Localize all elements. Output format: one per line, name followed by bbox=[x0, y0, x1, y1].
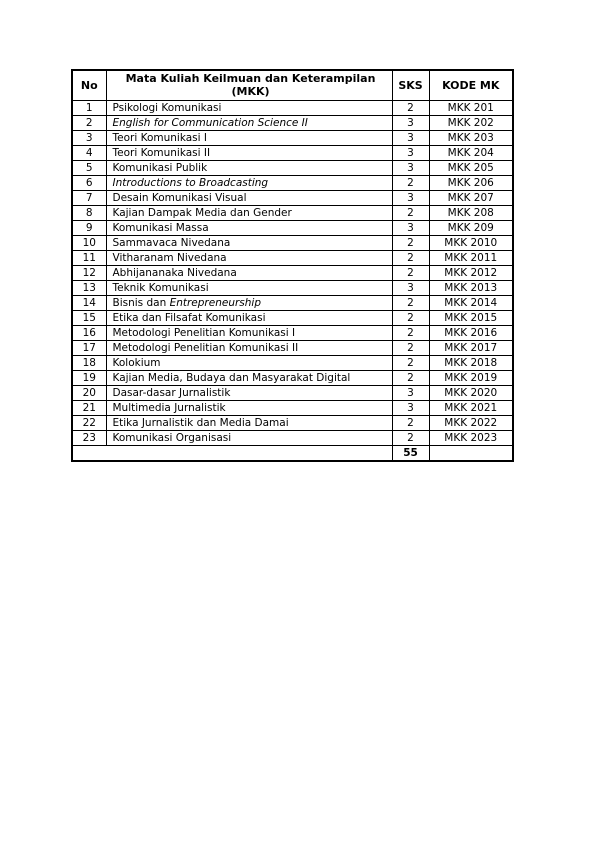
row-number-cell: 8 bbox=[72, 205, 106, 220]
course-code-cell: MKK 2019 bbox=[429, 370, 513, 385]
row-number-cell: 1 bbox=[72, 100, 106, 115]
table-row bbox=[72, 265, 513, 280]
total-sks-value: 55 bbox=[392, 445, 429, 461]
table-body bbox=[72, 100, 513, 445]
sks-cell: 3 bbox=[392, 115, 429, 130]
course-name-cell bbox=[106, 145, 392, 160]
total-row bbox=[72, 445, 513, 461]
course-name-part: Teori Komunikasi I bbox=[112, 131, 207, 144]
sks-cell: 3 bbox=[392, 160, 429, 175]
course-name-cell bbox=[106, 235, 392, 250]
table-row bbox=[72, 220, 513, 235]
course-name-cell bbox=[106, 355, 392, 370]
course-name-cell bbox=[106, 175, 392, 190]
table-row bbox=[72, 430, 513, 445]
row-number-cell: 18 bbox=[72, 355, 106, 370]
header-cell-no: No bbox=[72, 70, 106, 100]
course-name-part: Teori Komunikasi II bbox=[112, 146, 211, 159]
table-row bbox=[72, 385, 513, 400]
total-code-empty-cell bbox=[429, 445, 513, 461]
sks-cell: 2 bbox=[392, 295, 429, 310]
row-number-cell: 10 bbox=[72, 235, 106, 250]
row-number-cell: 3 bbox=[72, 130, 106, 145]
table-row bbox=[72, 250, 513, 265]
table-row bbox=[72, 415, 513, 430]
course-name-cell bbox=[106, 220, 392, 235]
course-name-cell bbox=[106, 385, 392, 400]
course-code-cell: MKK 201 bbox=[429, 100, 513, 115]
course-code-cell: MKK 2015 bbox=[429, 310, 513, 325]
table-row bbox=[72, 355, 513, 370]
sks-cell: 2 bbox=[392, 310, 429, 325]
course-name-cell bbox=[106, 325, 392, 340]
course-code-cell: MKK 206 bbox=[429, 175, 513, 190]
course-name-cell bbox=[106, 295, 392, 310]
sks-cell: 3 bbox=[392, 385, 429, 400]
course-code-cell: MKK 204 bbox=[429, 145, 513, 160]
course-name-cell bbox=[106, 130, 392, 145]
table-row bbox=[72, 130, 513, 145]
header-cell-sks: SKS bbox=[392, 70, 429, 100]
course-name-italic-part: Introductions to Broadcasting bbox=[112, 176, 269, 189]
sks-cell: 3 bbox=[392, 280, 429, 295]
sks-cell: 3 bbox=[392, 190, 429, 205]
table-row bbox=[72, 205, 513, 220]
course-name-cell bbox=[106, 310, 392, 325]
course-code-cell: MKK 203 bbox=[429, 130, 513, 145]
course-name-part: Abhijananaka Nivedana bbox=[112, 266, 237, 279]
course-name-cell bbox=[106, 100, 392, 115]
course-name-part: Metodologi Penelitian Komunikasi II bbox=[112, 341, 299, 354]
course-code-cell: MKK 2018 bbox=[429, 355, 513, 370]
course-code-cell: MKK 2023 bbox=[429, 430, 513, 445]
course-name-cell bbox=[106, 370, 392, 385]
course-name-part: Kajian Dampak Media dan Gender bbox=[112, 206, 292, 219]
sks-cell: 2 bbox=[392, 340, 429, 355]
sks-cell: 3 bbox=[392, 145, 429, 160]
table-row bbox=[72, 370, 513, 385]
course-code-cell: MKK 2010 bbox=[429, 235, 513, 250]
table-row bbox=[72, 100, 513, 115]
sks-cell: 3 bbox=[392, 400, 429, 415]
course-code-cell: MKK 208 bbox=[429, 205, 513, 220]
sks-cell: 2 bbox=[392, 430, 429, 445]
table-footer bbox=[72, 445, 513, 461]
course-name-part: Kajian Media, Budaya dan Masyarakat Digital bbox=[112, 371, 351, 384]
course-name-part: Kolokium bbox=[112, 356, 161, 369]
row-number-cell: 16 bbox=[72, 325, 106, 340]
header-cell-code: KODE MK bbox=[429, 70, 513, 100]
course-name-cell bbox=[106, 415, 392, 430]
sks-cell: 2 bbox=[392, 250, 429, 265]
row-number-cell: 4 bbox=[72, 145, 106, 160]
table-row bbox=[72, 115, 513, 130]
row-number-cell: 15 bbox=[72, 310, 106, 325]
sks-cell: 2 bbox=[392, 370, 429, 385]
course-name-part: Multimedia Jurnalistik bbox=[112, 401, 226, 414]
sks-cell: 2 bbox=[392, 265, 429, 280]
course-code-cell: MKK 2017 bbox=[429, 340, 513, 355]
sks-cell: 3 bbox=[392, 130, 429, 145]
course-name-cell bbox=[106, 400, 392, 415]
row-number-cell: 17 bbox=[72, 340, 106, 355]
course-name-part: Desain Komunikasi Visual bbox=[112, 191, 247, 204]
row-number-cell: 6 bbox=[72, 175, 106, 190]
course-name-part: Psikologi Komunikasi bbox=[112, 101, 222, 114]
course-name-cell bbox=[106, 340, 392, 355]
course-name-part: Komunikasi Publik bbox=[112, 161, 208, 174]
course-name-part: Etika Jurnalistik dan Media Damai bbox=[112, 416, 289, 429]
sks-cell: 2 bbox=[392, 355, 429, 370]
course-name-cell bbox=[106, 205, 392, 220]
course-code-cell: MKK 2021 bbox=[429, 400, 513, 415]
course-table bbox=[71, 69, 514, 462]
table-row bbox=[72, 235, 513, 250]
row-number-cell: 13 bbox=[72, 280, 106, 295]
sks-cell: 2 bbox=[392, 205, 429, 220]
course-code-cell: MKK 209 bbox=[429, 220, 513, 235]
row-number-cell: 21 bbox=[72, 400, 106, 415]
row-number-cell: 11 bbox=[72, 250, 106, 265]
course-code-cell: MKK 202 bbox=[429, 115, 513, 130]
table-row bbox=[72, 400, 513, 415]
row-number-cell: 12 bbox=[72, 265, 106, 280]
sks-cell: 2 bbox=[392, 100, 429, 115]
table-row bbox=[72, 325, 513, 340]
row-number-cell: 14 bbox=[72, 295, 106, 310]
course-name-cell bbox=[106, 115, 392, 130]
table-row bbox=[72, 280, 513, 295]
course-name-cell bbox=[106, 190, 392, 205]
course-code-cell: MKK 205 bbox=[429, 160, 513, 175]
course-code-cell: MKK 2022 bbox=[429, 415, 513, 430]
header-cell-course: Mata Kuliah Keilmuan dan Keterampilan (MKK) bbox=[106, 70, 392, 100]
table-row bbox=[72, 145, 513, 160]
course-name-part: Komunikasi Organisasi bbox=[112, 431, 232, 444]
course-name-italic-part: Entrepreneurship bbox=[169, 296, 261, 309]
course-code-cell: MKK 2014 bbox=[429, 295, 513, 310]
course-name-part: Bisnis dan bbox=[112, 296, 170, 309]
course-name-part: Dasar-dasar Jurnalistik bbox=[112, 386, 231, 399]
table-row bbox=[72, 190, 513, 205]
course-code-cell: MKK 2020 bbox=[429, 385, 513, 400]
course-name-cell bbox=[106, 280, 392, 295]
course-code-cell: MKK 207 bbox=[429, 190, 513, 205]
sks-cell: 2 bbox=[392, 325, 429, 340]
table-header bbox=[72, 70, 513, 100]
table-row bbox=[72, 295, 513, 310]
course-name-cell bbox=[106, 430, 392, 445]
sks-cell: 2 bbox=[392, 175, 429, 190]
course-name-cell bbox=[106, 265, 392, 280]
total-empty-cell bbox=[72, 445, 392, 461]
row-number-cell: 2 bbox=[72, 115, 106, 130]
row-number-cell: 7 bbox=[72, 190, 106, 205]
course-code-cell: MKK 2011 bbox=[429, 250, 513, 265]
course-code-cell: MKK 2013 bbox=[429, 280, 513, 295]
header-row bbox=[72, 70, 513, 100]
row-number-cell: 19 bbox=[72, 370, 106, 385]
sks-cell: 2 bbox=[392, 235, 429, 250]
course-name-part: Sammavaca Nivedana bbox=[112, 236, 231, 249]
course-name-part: Metodologi Penelitian Komunikasi I bbox=[112, 326, 296, 339]
row-number-cell: 9 bbox=[72, 220, 106, 235]
course-name-cell bbox=[106, 250, 392, 265]
row-number-cell: 23 bbox=[72, 430, 106, 445]
course-name-part: Komunikasi Massa bbox=[112, 221, 209, 234]
row-number-cell: 5 bbox=[72, 160, 106, 175]
sks-cell: 2 bbox=[392, 415, 429, 430]
table-row bbox=[72, 310, 513, 325]
row-number-cell: 22 bbox=[72, 415, 106, 430]
course-name-part: Etika dan Filsafat Komunikasi bbox=[112, 311, 266, 324]
course-name-part: Teknik Komunikasi bbox=[112, 281, 209, 294]
course-name-italic-part: English for Communication Science II bbox=[112, 116, 308, 129]
course-code-cell: MKK 2012 bbox=[429, 265, 513, 280]
course-name-cell bbox=[106, 160, 392, 175]
sks-cell: 3 bbox=[392, 220, 429, 235]
table-row bbox=[72, 160, 513, 175]
table-row bbox=[72, 175, 513, 190]
course-name-part: Vitharanam Nivedana bbox=[112, 251, 227, 264]
course-code-cell: MKK 2016 bbox=[429, 325, 513, 340]
table-row bbox=[72, 340, 513, 355]
row-number-cell: 20 bbox=[72, 385, 106, 400]
